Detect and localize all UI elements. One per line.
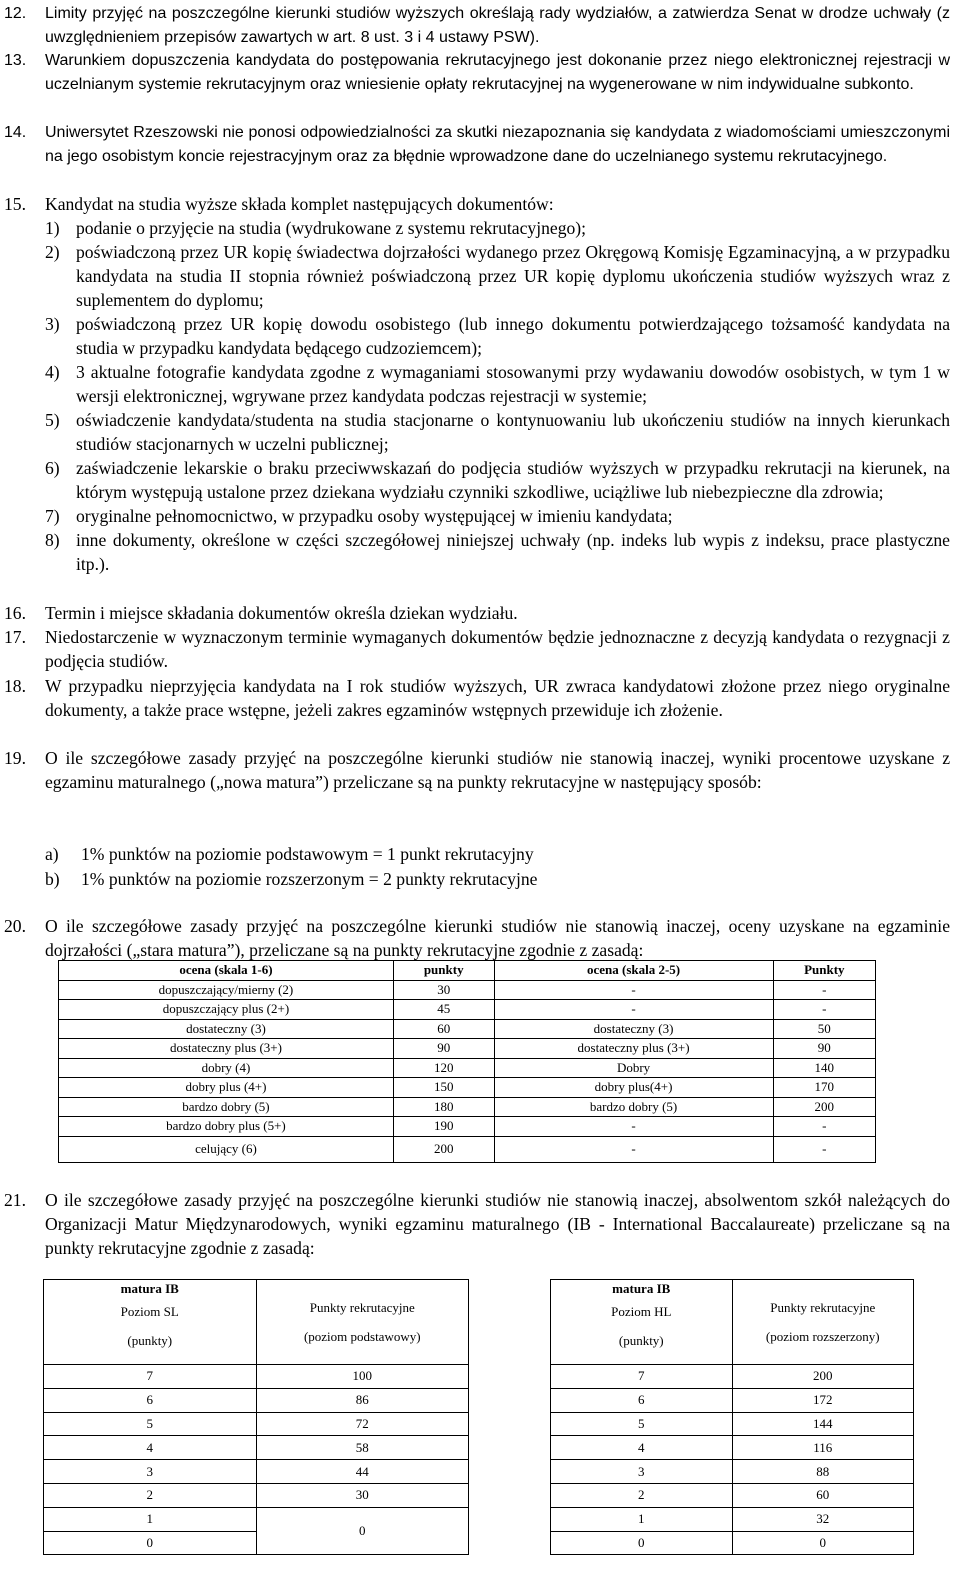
item-number: 13. — [4, 52, 27, 69]
item-number: 21. — [4, 1190, 26, 1210]
table-row — [59, 1019, 876, 1039]
table-cell: 3 — [551, 1460, 733, 1484]
table-cell: - — [494, 980, 773, 1000]
table-cell: 88 — [732, 1460, 914, 1484]
table-cell: 50 — [773, 1019, 875, 1039]
table-cell: 32 — [732, 1507, 914, 1531]
item-number: 19. — [4, 748, 26, 768]
table-cell: bardzo dobry (5) — [59, 1097, 394, 1117]
sub-number: b) — [45, 869, 60, 889]
table-row — [44, 1412, 469, 1436]
table-cell: 90 — [393, 1039, 494, 1059]
ib-title: matura IB — [612, 1281, 671, 1296]
sub-text: poświadczoną przez UR kopię dowodu osobistego (lub innego dokumentu potwierdzającego tożsamość kandydata na studia w przypadku kandydata będącego cudzoziemcem); — [76, 314, 950, 358]
table-cell: - — [494, 1000, 773, 1020]
table-row — [44, 1483, 469, 1507]
ib-level: Poziom HL — [611, 1304, 672, 1319]
item-text: Warunkiem dopuszczenia kandydata do postępowania rekrutacyjnego jest dokonanie przez niego elektronicznej rejestracji w uczelnianym systemie rekrutacyjnym oraz wniesienie opłaty rekrutacyjnej na wygenerowane w nim indywidualne subkonto. — [45, 52, 950, 93]
table-cell: dopuszczający plus (2+) — [59, 1000, 394, 1020]
table-cell: 44 — [256, 1460, 469, 1484]
table-row — [44, 1436, 469, 1460]
points-label: Punkty rekrutacyjne — [309, 1300, 415, 1315]
item-number: 16. — [4, 603, 26, 623]
table-cell: 60 — [393, 1019, 494, 1039]
sub-text: poświadczoną przez UR kopię świadectwa dojrzałości wydanego przez Okręgową Komisję Egzaminacyjną, a w przypadku kandydata na studia II stopnia również poświadczoną przez UR kopię dyplomu ukończenia studiów wyższych wraz z suplementem do dyplomu; — [76, 242, 950, 310]
table-cell: dostateczny plus (3+) — [59, 1039, 394, 1059]
item-number: 17. — [4, 627, 26, 647]
table-cell: 30 — [256, 1483, 469, 1507]
sub-number: 7) — [45, 506, 60, 526]
table-row — [551, 1460, 914, 1484]
table-row — [44, 1365, 469, 1389]
sub-number: 2) — [45, 242, 60, 262]
table-row — [551, 1483, 914, 1507]
sub-number: a) — [45, 844, 59, 864]
column-header — [256, 1280, 469, 1365]
item-text: O ile szczegółowe zasady przyjęć na poszczególne kierunki studiów nie stanowią inaczej, absolwentom szkół należących do Organizacji Matur Międzynarodowych, wyniki egzaminu maturalnego (IB - International Baccalaureate) przeliczane są na punkty rekrutacyjne zgodnie z zasadą: — [45, 1190, 950, 1258]
sub-item-4 — [45, 360, 950, 408]
sub-text: 1% punktów na poziomie podstawowym = 1 punkt rekrutacyjny — [81, 844, 534, 864]
table-cell: 2 — [44, 1483, 257, 1507]
table-cell: dobry (4) — [59, 1058, 394, 1078]
item-text: Limity przyjęć na poszczególne kierunki studiów wyższych określają rady wydziałów, a zatwierdza Senat w drodze uchwały (z uwzględnieniem przepisów zawartych w art. 8 ust. 3 i 4 ustawy PSW). — [45, 5, 950, 46]
table-cell: - — [773, 980, 875, 1000]
sub-text: 1% punktów na poziomie rozszerzonym = 2 punkty rekrutacyjne — [81, 869, 538, 889]
sub-item-3 — [45, 312, 950, 360]
sub-number: 5) — [45, 410, 60, 430]
ib-sl-table — [43, 1279, 469, 1555]
item-text: Kandydat na studia wyższe składa komplet następujących dokumentów: — [45, 194, 554, 214]
table-header-row — [551, 1280, 914, 1365]
table-cell: dobry plus(4+) — [494, 1078, 773, 1098]
table-cell: 7 — [44, 1365, 257, 1389]
item-number: 14. — [4, 124, 27, 141]
sub-item-1 — [45, 216, 950, 240]
table-cell: dostateczny plus (3+) — [494, 1039, 773, 1059]
table-cell: - — [773, 1117, 875, 1137]
table-row — [44, 1507, 469, 1531]
table-cell: 3 — [44, 1460, 257, 1484]
table-header-row — [59, 961, 876, 981]
table-cell: 0 — [256, 1507, 469, 1555]
item-text: Niedostarczenie w wyznaczonym terminie wymaganych dokumentów będzie jednoznaczne z decyzją kandydata o rezygnacji z podjęcia studiów. — [45, 627, 950, 671]
table-row — [59, 1000, 876, 1020]
list-item-17 — [4, 625, 950, 673]
table-row — [551, 1436, 914, 1460]
table-row — [551, 1365, 914, 1389]
table-cell: 0 — [732, 1531, 914, 1555]
points-level: (poziom podstawowy) — [303, 1329, 421, 1344]
table-cell: dopuszczający/mierny (2) — [59, 980, 394, 1000]
table-cell: Dobry — [494, 1058, 773, 1078]
table-cell: - — [773, 1136, 875, 1162]
sub-text: oryginalne pełnomocnictwo, w przypadku osoby występującej w imieniu kandydata; — [76, 506, 673, 526]
table-cell: - — [773, 1000, 875, 1020]
table-cell: 86 — [256, 1388, 469, 1412]
item-number: 12. — [4, 5, 27, 22]
table-cell: 6 — [551, 1388, 733, 1412]
table-cell: 190 — [393, 1117, 494, 1137]
table-cell: 5 — [551, 1412, 733, 1436]
sub-item-a — [45, 842, 534, 866]
table-cell: 4 — [551, 1436, 733, 1460]
table-row — [59, 1039, 876, 1059]
table-cell: 45 — [393, 1000, 494, 1020]
sub-number: 1) — [45, 218, 60, 238]
list-item-19 — [4, 746, 950, 794]
table-cell: 200 — [773, 1097, 875, 1117]
table-row — [59, 1058, 876, 1078]
ib-level: Poziom SL — [120, 1304, 179, 1319]
ib-title: matura IB — [120, 1281, 179, 1296]
table-cell: 144 — [732, 1412, 914, 1436]
table-row — [551, 1412, 914, 1436]
table-cell: bardzo dobry plus (5+) — [59, 1117, 394, 1137]
list-item-13 — [4, 49, 950, 96]
table-cell: 4 — [44, 1436, 257, 1460]
item-number: 20. — [4, 916, 26, 936]
table-cell: 6 — [44, 1388, 257, 1412]
item-text: W przypadku nieprzyjęcia kandydata na I rok studiów wyższych, UR zwraca kandydatowi złożone przez niego oryginalne dokumenty, a także prace wstępne, jeżeli zakres egzaminów wstępnych przewiduje ich złożenie. — [45, 676, 950, 720]
sub-text: oświadczenie kandydata/studenta na studia stacjonarne o kontynuowaniu lub ukończeniu studiów na innych kierunkach studiów stacjonarnych w uczelni publicznej; — [76, 410, 950, 454]
ib-hl-table — [550, 1279, 914, 1555]
sub-text: zaświadczenie lekarskie o braku przeciwwskazań do podjęcia studiów wyższych w przypadku rekrutacji na kierunek, na którym występują ustalone przez dziekana wydziału czynniki szkodliwe, uciążliwe lub niebezpieczne dla zdrowia; — [76, 458, 950, 502]
table-row — [44, 1460, 469, 1484]
table-cell: 100 — [256, 1365, 469, 1389]
table-row — [44, 1388, 469, 1412]
column-header — [551, 1280, 733, 1365]
column-header: ocena (skala 1-6) — [59, 961, 394, 981]
ib-unit: (punkty) — [618, 1333, 664, 1348]
table-row — [59, 1097, 876, 1117]
table-cell: 170 — [773, 1078, 875, 1098]
table-cell: 200 — [732, 1365, 914, 1389]
table-cell: 0 — [44, 1531, 257, 1555]
table-cell: 58 — [256, 1436, 469, 1460]
sub-number: 3) — [45, 314, 60, 334]
table-cell: dostateczny (3) — [59, 1019, 394, 1039]
sub-number: 6) — [45, 458, 60, 478]
table-cell: 116 — [732, 1436, 914, 1460]
table-cell: 1 — [551, 1507, 733, 1531]
table-cell: 180 — [393, 1097, 494, 1117]
table-cell: 2 — [551, 1483, 733, 1507]
sub-item-8 — [45, 528, 950, 576]
table-cell: bardzo dobry (5) — [494, 1097, 773, 1117]
list-item-14 — [4, 121, 950, 168]
item-text: Uniwersytet Rzeszowski nie ponosi odpowiedzialności za skutki niezapoznania się kandydata z wiadomościami umieszczonymi na jego osobistym koncie rejestracyjnym oraz za błędnie wprowadzone dane do uczelnianego systemu rekrutacyjnego. — [45, 124, 950, 165]
table-cell: 0 — [551, 1531, 733, 1555]
list-item-18 — [4, 674, 950, 722]
table-cell: 200 — [393, 1136, 494, 1162]
table-cell: dobry plus (4+) — [59, 1078, 394, 1098]
sub-item-2 — [45, 240, 950, 312]
table-row — [59, 1117, 876, 1137]
table-cell: 140 — [773, 1058, 875, 1078]
list-item-15 — [4, 192, 950, 576]
points-level: (poziom rozszerzony) — [765, 1329, 880, 1344]
table-cell: - — [494, 1117, 773, 1137]
table-cell: 5 — [44, 1412, 257, 1436]
sub-text: podanie o przyjęcie na studia (wydrukowane z systemu rekrutacyjnego); — [76, 218, 587, 238]
table-cell: 30 — [393, 980, 494, 1000]
column-header: punkty — [393, 961, 494, 981]
table-cell: celujący (6) — [59, 1136, 394, 1162]
table-cell: 150 — [393, 1078, 494, 1098]
item-number: 15. — [4, 194, 26, 214]
table-cell: 72 — [256, 1412, 469, 1436]
sub-item-b — [45, 867, 537, 891]
ib-unit: (punkty) — [127, 1333, 173, 1348]
table-cell: 7 — [551, 1365, 733, 1389]
table-row — [59, 1078, 876, 1098]
grade-conversion-table — [58, 960, 876, 1163]
table-cell: - — [494, 1136, 773, 1162]
sub-text: inne dokumenty, określone w części szczegółowej niniejszej uchwały (np. indeks lub wypis z indeksu, prace plastyczne itp.). — [76, 530, 950, 574]
list-item-16 — [4, 601, 950, 625]
points-label: Punkty rekrutacyjne — [770, 1300, 876, 1315]
table-row — [551, 1388, 914, 1412]
item-text: O ile szczegółowe zasady przyjęć na poszczególne kierunki studiów nie stanowią inaczej, wyniki procentowe uzyskane z egzaminu maturalnego („nowa matura”) przeliczane są na punkty rekrutacyjne w następujący sposób: — [45, 748, 950, 792]
column-header: Punkty — [773, 961, 875, 981]
column-header — [732, 1280, 914, 1365]
table-cell: 1 — [44, 1507, 257, 1531]
table-header-row — [44, 1280, 469, 1365]
table-cell: 120 — [393, 1058, 494, 1078]
sub-item-6 — [45, 456, 950, 504]
sub-item-7 — [45, 504, 950, 528]
table-row — [551, 1507, 914, 1531]
table-row — [551, 1531, 914, 1555]
column-header — [44, 1280, 257, 1365]
sub-number: 8) — [45, 530, 60, 550]
table-row — [59, 980, 876, 1000]
list-item-21 — [4, 1188, 950, 1260]
table-cell: 60 — [732, 1483, 914, 1507]
sub-number: 4) — [45, 362, 60, 382]
table-cell: 172 — [732, 1388, 914, 1412]
table-row — [59, 1136, 876, 1162]
list-item-12 — [4, 2, 950, 49]
column-header: ocena (skala 2-5) — [494, 961, 773, 981]
item-number: 18. — [4, 676, 26, 696]
item-text: Termin i miejsce składania dokumentów określa dziekan wydziału. — [45, 603, 518, 623]
item-text: O ile szczegółowe zasady przyjęć na poszczególne kierunki studiów nie stanowią inaczej, oceny uzyskane na egzaminie dojrzałości („stara matura”), przeliczane są na punkty rekrutacyjne zgodnie z zasadą: — [45, 916, 950, 960]
sub-text: 3 aktualne fotografie kandydata zgodne z wymaganiami stosowanymi przy wydawaniu dowodów osobistych, w tym 1 w wersji elektronicznej, wgrywane przez kandydata podczas rejestracji w systemie; — [76, 362, 950, 406]
sub-item-5 — [45, 408, 950, 456]
list-item-20 — [4, 914, 950, 962]
table-cell: dostateczny (3) — [494, 1019, 773, 1039]
table-cell: 90 — [773, 1039, 875, 1059]
